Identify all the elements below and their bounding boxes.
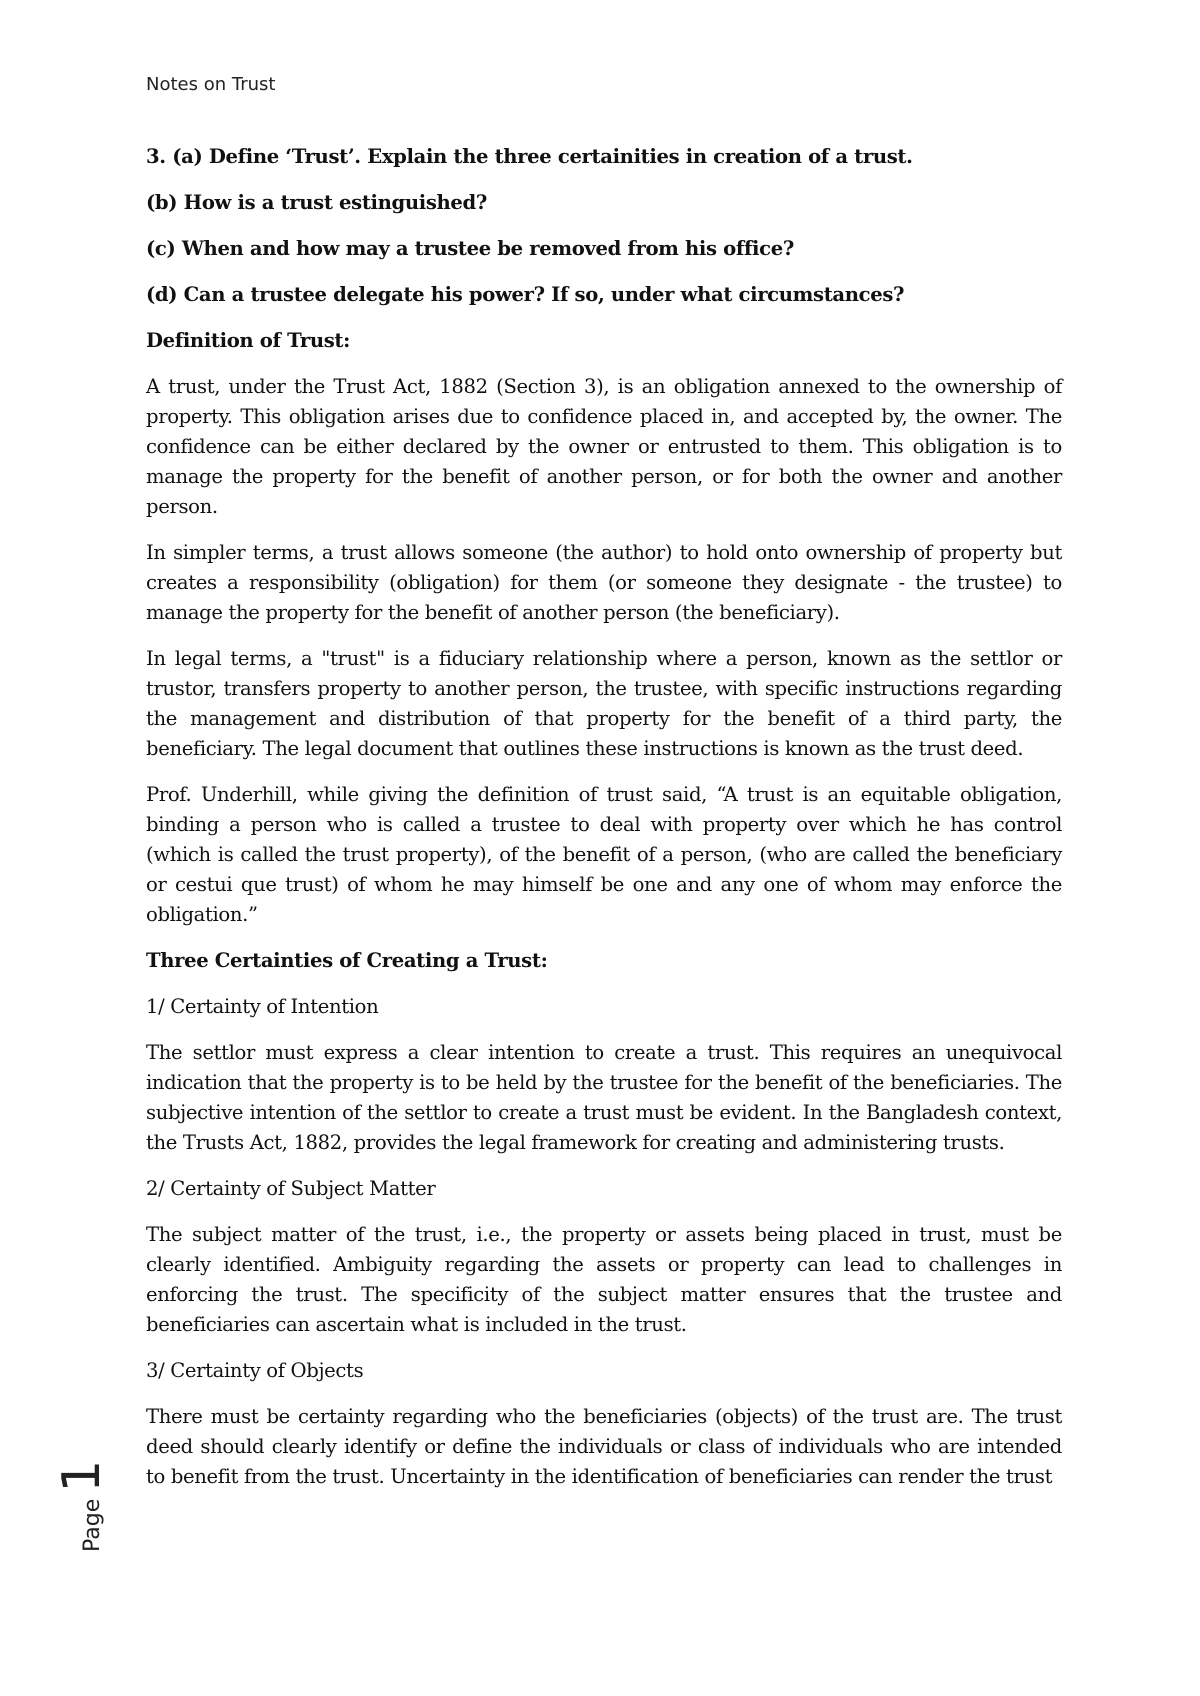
- definition-paragraph: In legal terms, a "trust" is a fiduciary relationship where a person, known as the settlor or trustor, transfers property to another person, the trustee, with specific instructions regarding the management and distribution of that property for the benefit of a third party, the beneficiary. The legal document that outlines these instructions is known as the trust deed.: [146, 647, 1062, 760]
- certainty-body: There must be certainty regarding who the beneficiaries (objects) of the trust are. The trust deed should clearly identify or define the individuals or class of individuals who are intended to benefit from the trust. Uncertainty in the identification of beneficiaries can render the trust: [146, 1405, 1062, 1488]
- definition-heading: Definition of Trust:: [146, 329, 351, 352]
- certainty-title: 2/ Certainty of Subject Matter: [146, 1177, 436, 1200]
- certainty-title: 1/ Certainty of Intention: [146, 995, 379, 1018]
- definition-paragraph: A trust, under the Trust Act, 1882 (Section 3), is an obligation annexed to the ownership of property. This obligation arises due to confidence placed in, and accepted by, the owner. The confidence can be either declared by the owner or entrusted to them. This obligation is to manage the property for the benefit of another person, or for both the owner and another person.: [146, 375, 1062, 518]
- certainty-body: The subject matter of the trust, i.e., the property or assets being placed in trust, must be clearly identified. Ambiguity regarding the assets or property can lead to challenges in enforcing the trust. The specificity of the subject matter ensures that the trustee and beneficiaries can ascertain what is included in the trust.: [146, 1223, 1062, 1336]
- document-body: [146, 142, 1062, 1508]
- page-number-footer: [52, 1452, 124, 1552]
- page-label: Page: [80, 1498, 105, 1552]
- question-b: (b) How is a trust estinguished?: [146, 191, 488, 214]
- definition-paragraph: In simpler terms, a trust allows someone (the author) to hold onto ownership of property but creates a responsibility (obligation) for them (or someone they designate - the trustee) to manage the property for the benefit of another person (the beneficiary).: [146, 541, 1062, 624]
- definition-paragraph: Prof. Underhill, while giving the definition of trust said, “A trust is an equitable obligation, binding a person who is called a trustee to deal with property over which he has control (which is called the trust property), of the benefit of a person, (who are called the beneficiary or cestui que trust) of whom he may himself be one and any one of whom may enforce the obligation.”: [146, 783, 1062, 926]
- question-a: 3. (a) Define ‘Trust’. Explain the three certainities in creation of a trust.: [146, 145, 913, 168]
- document-header: Notes on Trust: [146, 74, 276, 95]
- page-number: 1: [52, 1459, 112, 1493]
- question-c: (c) When and how may a trustee be removed from his office?: [146, 237, 794, 260]
- question-d: (d) Can a trustee delegate his power? If so, under what circumstances?: [146, 283, 905, 306]
- certainty-body: The settlor must express a clear intention to create a trust. This requires an unequivocal indication that the property is to be held by the trustee for the benefit of the beneficiaries. The subjective intention of the settlor to create a trust must be evident. In the Bangladesh context, the Trusts Act, 1882, provides the legal framework for creating and administering trusts.: [146, 1041, 1062, 1154]
- certainty-title: 3/ Certainty of Objects: [146, 1359, 364, 1382]
- certainties-heading: Three Certainties of Creating a Trust:: [146, 949, 548, 972]
